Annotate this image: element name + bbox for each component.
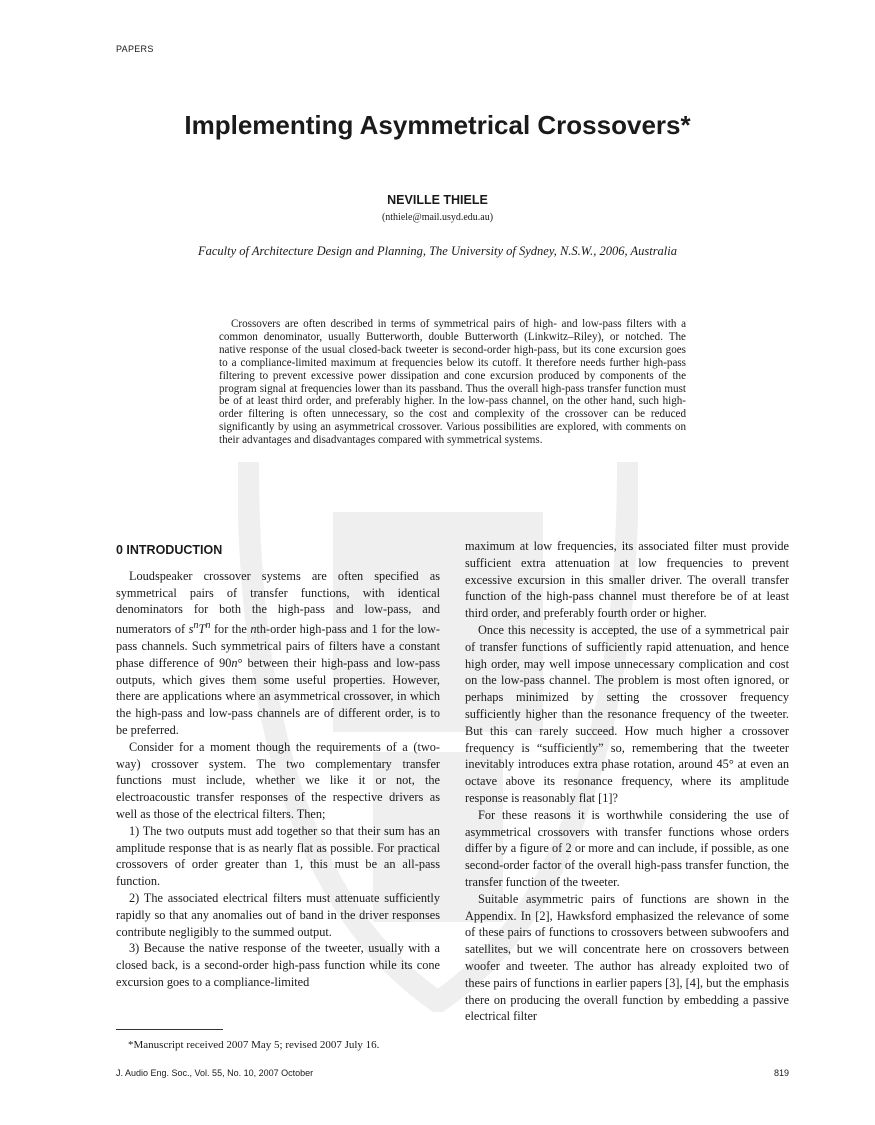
running-head: PAPERS (116, 44, 154, 54)
paragraph: Once this necessity is accepted, the use of a symmetrical pair of transfer functions of sufficiently rapid attenuation, and hence high order, may well impose unnecessary complication and cost on the low-pass channel. The problem is most often ignored, or perhaps minimized by setting the crossover frequency sufficiently higher than the resonance frequency of the tweeter. But this can rarely succeed. How much higher a crossover frequency is “sufficiently” so, remembering that the tweeter inevitably introduces extra phase rotation, around 45° at even an octave above its resonance frequency, where its amplitude response is reasonably flat [1]? (465, 622, 789, 805)
section-heading: 0 INTRODUCTION (116, 543, 223, 557)
list-item: 2) The associated electrical filters must attenuate sufficiently rapidly so that any anomalies out of band in the driver responses contribute negligibly to the summed output. (116, 891, 440, 939)
list-item: 3) Because the native response of the tweeter, usually with a closed back, is a second-order high-pass function while its cone excursion goes to a compliance-limited (116, 941, 440, 990)
author-affiliation: Faculty of Architecture Design and Planning, The University of Sydney, N.S.W., 2006, Australia (198, 244, 677, 258)
paragraph: Loudspeaker crossover systems are often specified as symmetrical pairs of transfer functions, with identical denominators for both the high-pass and low-pass, and numerators of $s^nT^n$ for the nth-order high-pass and 1 for the low-pass channels. Such symmetrical pairs of filters have a constant phase difference of 90n° between their high-pass and low-pass outputs, which gives them some useful properties. However, there are applications where an asymmetrical crossover, in which the high-pass and low-pass channels are of different order, is to be preferred. (116, 568, 440, 738)
list-item: 1) The two outputs must add together so that their sum has an amplitude response that is as nearly flat as possible. For practical crossovers of order greater than 1, this must be an all-pass function. (116, 823, 440, 889)
paper-title: Implementing Asymmetrical Crossovers* (184, 110, 691, 140)
author-name: NEVILLE THIELE (387, 193, 488, 207)
paragraph: For these reasons it is worthwhile considering the use of asymmetrical crossovers with transfer functions whose orders differ by a figure of 2 or more and can include, if possible, as one second-order factor of the overall high-pass transfer function, the transfer function of the tweeter. (465, 807, 789, 889)
journal-citation: J. Audio Eng. Soc., Vol. 55, No. 10, 2007 October (116, 1068, 314, 1078)
right-column (465, 538, 789, 1025)
abstract: Crossovers are often described in terms of symmetrical pairs of high- and low-pass filters with a common denominator, usually Butterworth, double Butterworth (Linkwitz–Riley), or notched. The native response of the usual closed-back tweeter is second-order high-pass, but its cone excursion goes to a compliance-limited maximum at frequencies below its cutoff. It therefore needs further high-pass filtering to prevent excessive power dissipation and cone excursion produced by components of the program signal at frequencies lower than its passband. Thus the overall high-pass transfer function must be of at least third order, and preferably higher. In the low-pass channel, on the other hand, such high-order filtering is often unnecessary, so the cost and complexity of the crossover can be reduced significantly by using an asymmetrical crossover. Various possibilities are explored, with comments on their advantages and disadvantages compared with symmetrical systems. (219, 318, 686, 447)
footnote: *Manuscript received 2007 May 5; revised 2007 July 16. (128, 1039, 380, 1051)
paragraph: maximum at low frequencies, its associated filter must provide sufficient extra attenuation at low frequencies to prevent excessive excursion in this smaller driver. The overall transfer function of the high-pass channel must therefore be of at least third order, and preferably fourth order or higher. (465, 539, 789, 621)
paragraph: Suitable asymmetric pairs of functions are shown in the Appendix. In [2], Hawksford emphasized the relevance of some of these pairs of functions to crossovers between subwoofers and satellites, but we will concentrate here on crossovers between woofer and tweeter. The author has already exploited two of these pairs of functions in earlier papers [3], [4], but the emphasis there on producing the overall function by embedding a passive electrical filter (465, 891, 789, 1024)
left-column (116, 538, 440, 991)
author-email: (nthiele@mail.usyd.edu.au) (381, 212, 494, 223)
page-number: 819 (773, 1068, 789, 1078)
footnote-rule (116, 1029, 223, 1030)
paragraph: Consider for a moment though the requirements of a (two-way) crossover system. The two complementary transfer functions must include, whether we like it or not, the electroacoustic transfer responses of the respective drivers as well as those of the electrical filters. Then; (116, 739, 440, 822)
